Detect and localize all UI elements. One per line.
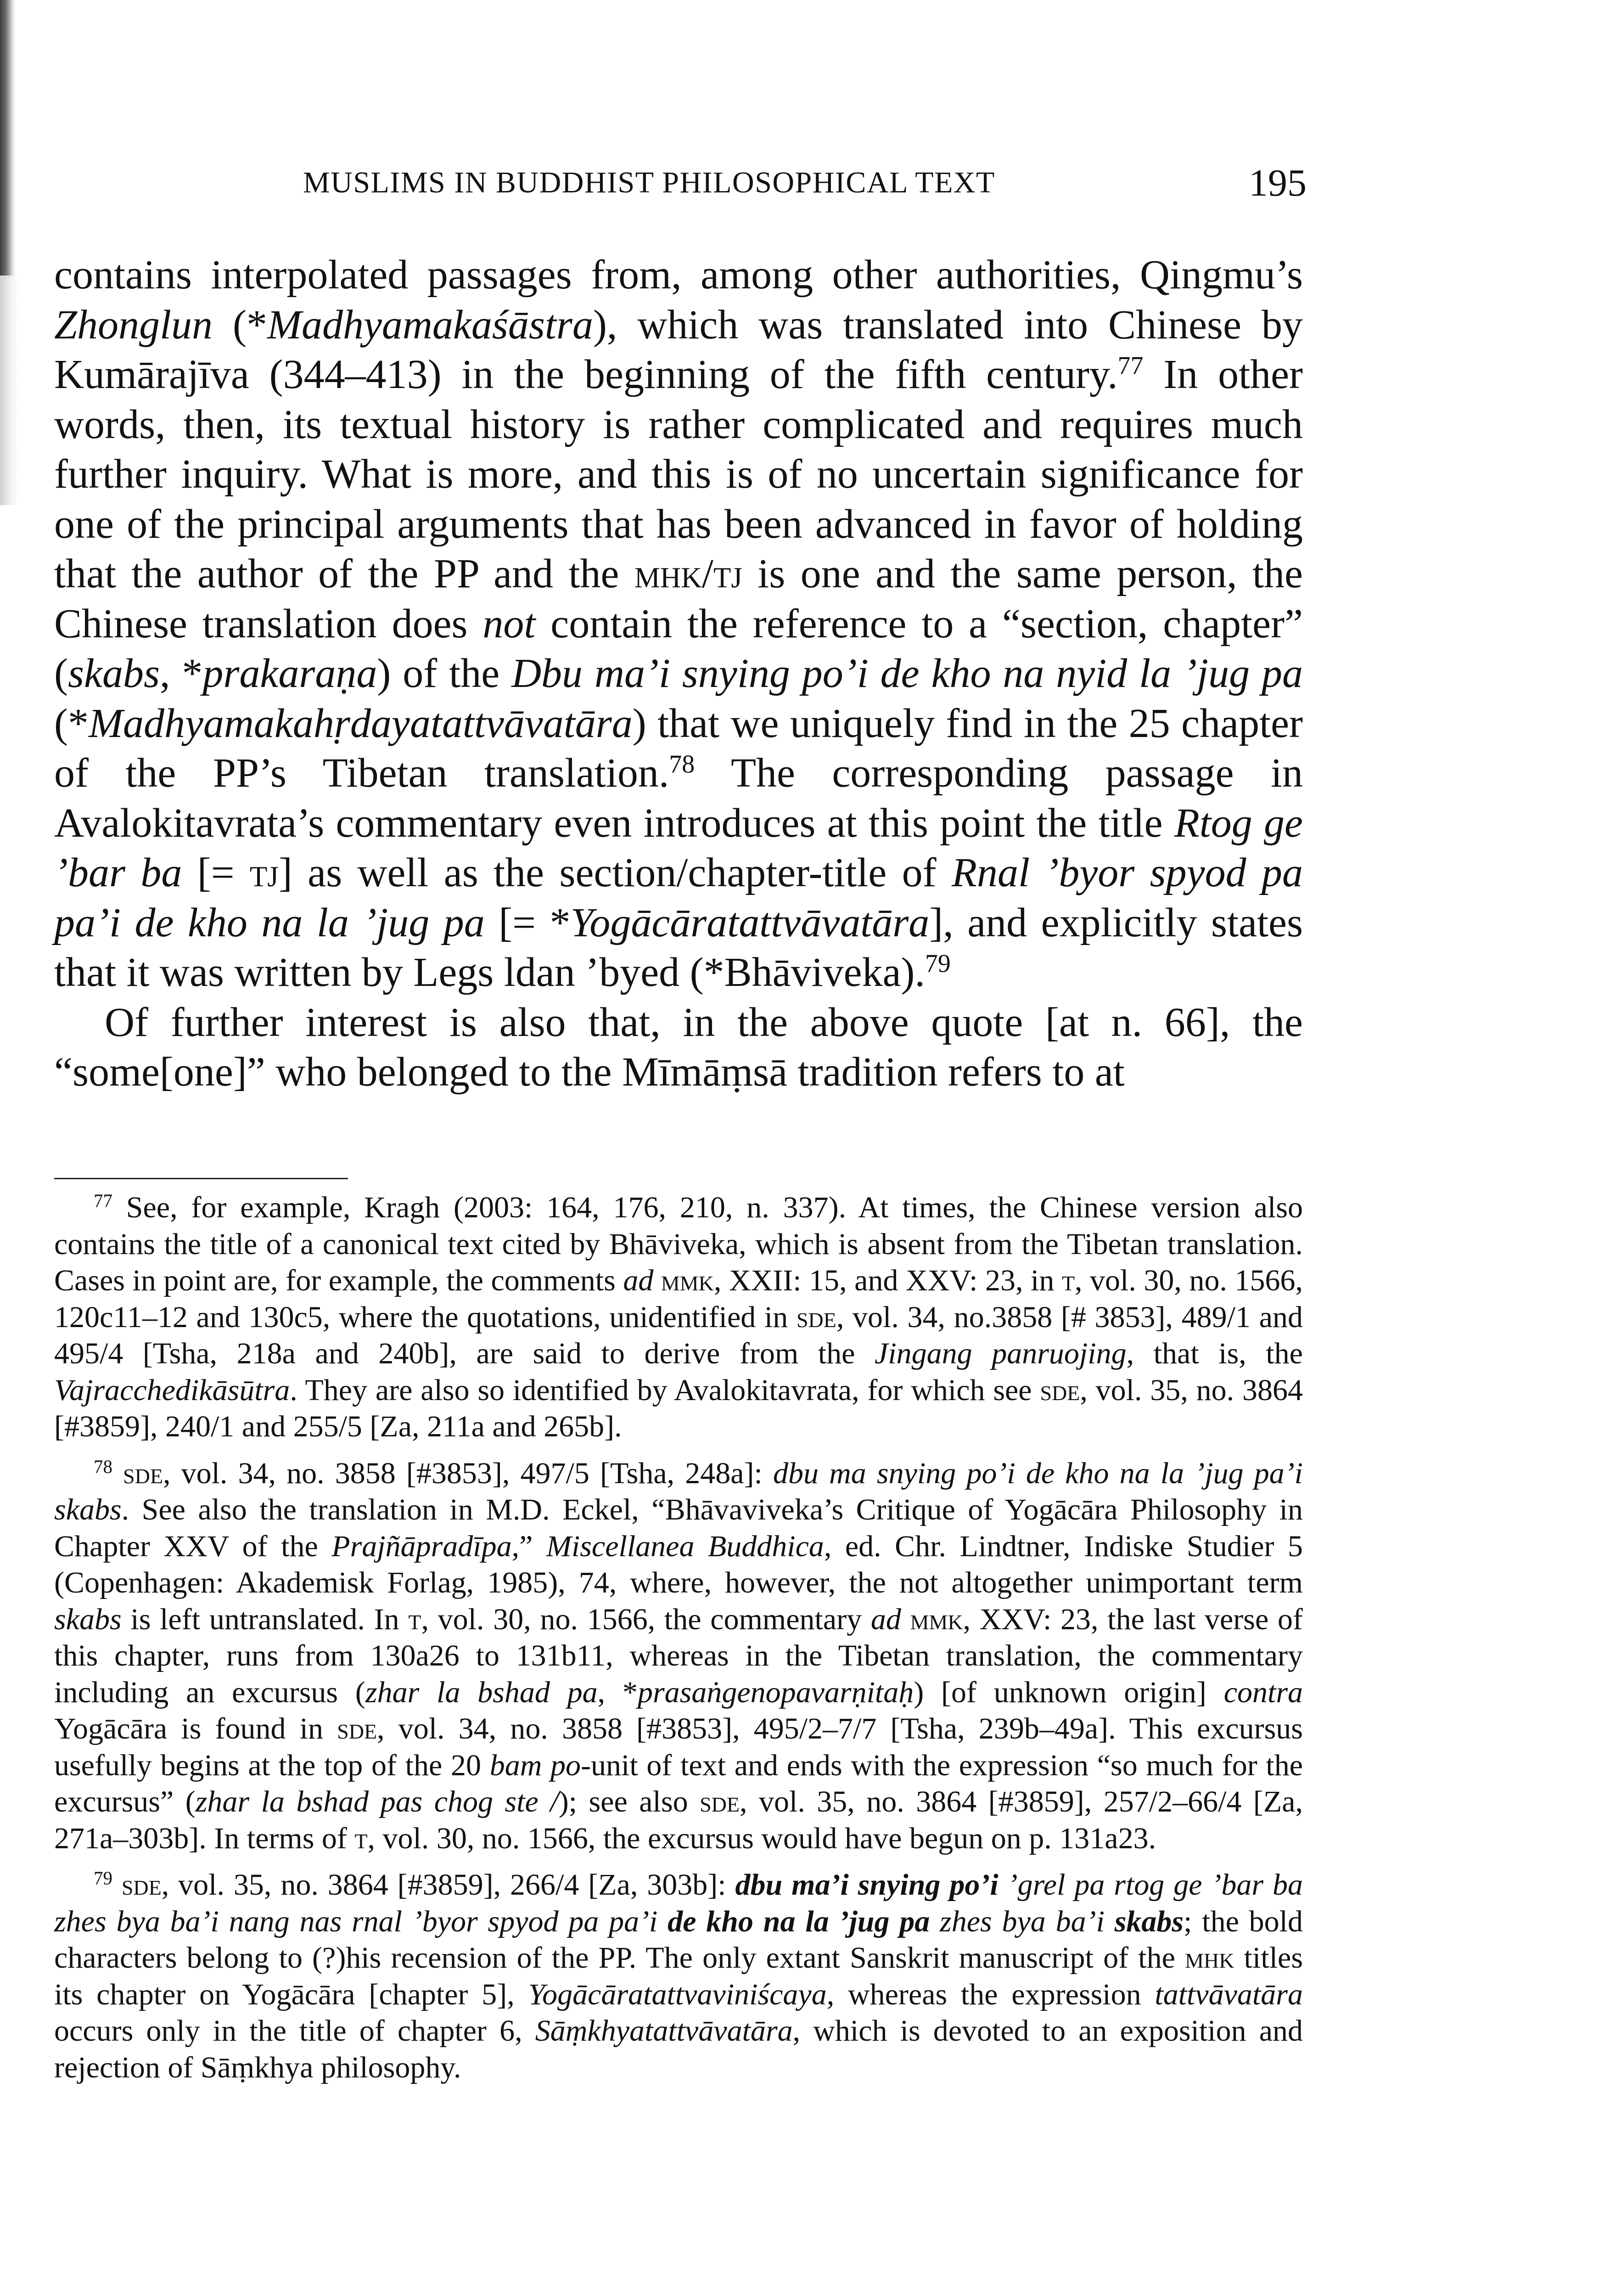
footnote-ref-78[interactable]: 78 — [669, 750, 695, 779]
main-text — [54, 250, 1303, 1097]
paragraph-1: contains interpolated passages from, among other authorities, Qingmu’s Zhonglun (*Madhyamakaśāstra), which was translated into Chinese by Kumārajīva (344–413) in the beginning of the fifth century.$^{77}$ In other words, then, its textual history is rather complicated and requires much further inquiry. What is more, and this is of no uncertain significance for one of the principal arguments that has been advanced in favor of holding that the author of the PP and the mhk/tj is one and the same person, the Chinese translation does not contain the reference to a “section, chapter” (skabs, *prakaraṇa) of the Dbu ma’i snying po’i de kho na nyid la ’jug pa (*Madhyamakahṛdayatattvāvatāra) that we uniquely find in the 25 chapter of the PP’s Tibetan translation.$^{78}$ The corresponding passage in Avalokitavrata’s commentary even introduces at this point the title Rtog ge ’bar ba [= tj] as well as the section/chapter-title of Rnal ’byor spyod pa pa’i de kho na la ’jug pa [= *Yogācāratattvāvatāra], and explicitly states that it was written by Legs ldan ’byed (*Bhāviveka).$^{79}$ — [54, 252, 1303, 995]
scanned-page-edge-fade — [0, 276, 18, 505]
footnote-78: $^{78}$ sde, vol. 34, no. 3858 [#3853], 497/5 [Tsha, 248a]: dbu ma snying po’i de kho na la ’jug pa’i skabs. See also the translation in M.D. Eckel, “Bhāvaviveka’s Critique of Yogācāra Philosophy in Chapter XXV of the Prajñāpradīpa,” Miscellanea Buddhica, ed. Chr. Lindtner, Indiske Studier 5 (Copenhagen: Akademisk Forlag, 1985), 74, where, however, the not altogether unimportant term skabs is left untranslated. In t, vol. 30, no. 1566, the commentary ad mmk, XXV: 23, the last verse of this chapter, runs from 130a26 to 131b11, whereas in the Tibetan translation, the commentary including an excursus (zhar la bshad pa, *prasaṅgenopavarṇitaḥ) [of unknown origin] contra Yogācāra is found in sde, vol. 34, no. 3858 [#3853], 495/2–7/7 [Tsha, 239b–49a]. This excursus usefully begins at the top of the 20 bam po-unit of text and ends with the expression “so much for the excursus” (zhar la bshad pas chog ste /); see also sde, vol. 35, no. 3864 [#3859], 257/2–66/4 [Za, 271a–303b]. In terms of t, vol. 30, no. 1566, the excursus would have begun on p. 131a23. — [54, 1456, 1303, 1855]
footnote-ref-79[interactable]: 79 — [925, 949, 951, 978]
footnote-separator — [54, 1178, 348, 1179]
footnote-ref-77[interactable]: 77 — [1117, 351, 1144, 380]
footnote-77: $^{77}$ See, for example, Kragh (2003: 164, 176, 210, n. 337). At times, the Chinese version also contains the title of a canonical text cited by Bhāviveka, which is absent from the Tibetan translation. Cases in point are, for example, the comments ad mmk, XXII: 15, and XXV: 23, in t, vol. 30, no. 1566, 120c11–12 and 130c5, where the quotations, unidentified in sde, vol. 34, no.3858 [# 3853], 489/1 and 495/4 [Tsha, 218a and 240b], are said to derive from the Jingang panruojing, that is, the Vajracchedikāsūtra. They are also so identified by Avalokitavrata, for which see sde, vol. 35, no. 3864 [#3859], 240/1 and 255/5 [Za, 211a and 265b]. — [54, 1190, 1303, 1443]
footnotes — [54, 1189, 1303, 2096]
page-number: 195 — [1249, 162, 1307, 204]
footnote-79: $^{79}$ sde, vol. 35, no. 3864 [#3859], 266/4 [Za, 303b]: dbu ma’i snying po’i ’grel pa rtog ge ’bar ba zhes bya ba’i nang nas rnal ’byor spyod pa pa’i de kho na la ’jug pa zhes bya ba’i skabs; the bold characters belong to (?)his recension of the PP. The only extant Sanskrit manuscript of the mhk titles its chapter on Yogācāra [chapter 5], Yogācāratattvaviniścaya, whereas the expression tattvāvatāra occurs only in the title of chapter 6, Sāṃkhyatattvāvatāra, which is devoted to an exposition and rejection of Sāṃkhya philosophy. — [54, 1868, 1303, 2084]
scanned-page-edge-shadow — [0, 0, 16, 276]
running-head: MUSLIMS IN BUDDHIST PHILOSOPHICAL TEXT — [303, 166, 995, 199]
paragraph-2: Of further interest is also that, in the above quote [at n. 66], the “some[one]” who belonged to the Mīmāṃsā tradition refers to at — [54, 999, 1303, 1095]
